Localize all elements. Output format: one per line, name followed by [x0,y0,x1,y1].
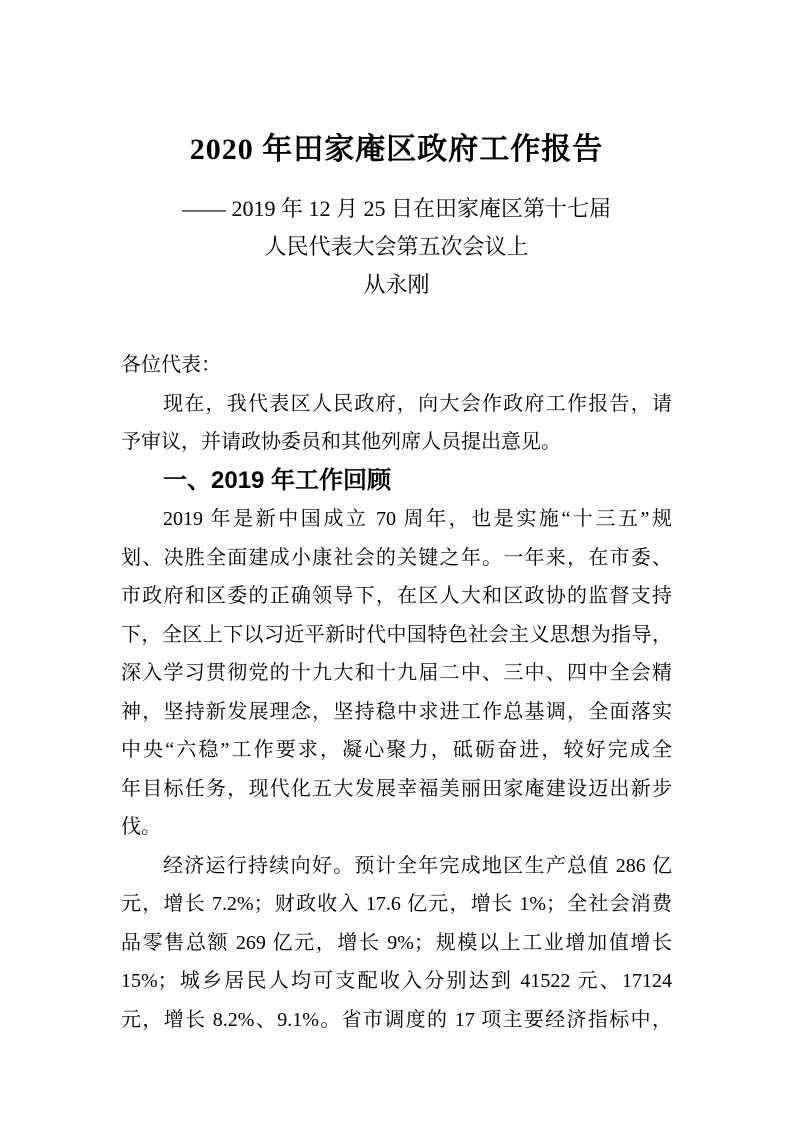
text-line: 神，坚持新发展理念，坚持稳中求进工作总基调，全面落实 [121,700,672,723]
text-line: 予审议，并请政协委员和其他列席人员提出意见。 [121,431,561,453]
text-line: 品零售总额 269 亿元，增长 9%；规模以上工业增加值增长 [121,931,672,954]
text-line: 各位代表： [121,354,221,376]
text-line: 下，全区上下以习近平新时代中国特色社会主义思想为指导， [121,623,672,646]
text-line: 15%；城乡居民人均可支配收入分别达到 41522 元、17124 [121,970,672,992]
subtitle-line-2: 人民代表大会第五次会议上 [264,234,529,259]
text-line: 中央“六稳”工作要求，凝心聚力，砥砺奋进，较好完成全 [121,739,672,761]
document-subtitle [121,190,672,304]
section-heading: 一、2019 年工作回顾 [163,466,392,494]
subtitle-line-1: —— 2019 年 12 月 25 日在田家庵区第十七届 [181,196,611,221]
text-line: 元，增长 8.2%、9.1%。省市调度的 17 项主要经济指标中， [121,1008,672,1031]
document-body [121,346,672,1039]
text-line: 元，增长 7.2%；财政收入 17.6 亿元，增长 1%；全社会消费 [121,893,672,915]
text-line: 划、决胜全面建成小康社会的关键之年。一年来，在市委、 [121,546,672,569]
document-title: 2020 年田家庵区政府工作报告 [189,133,604,166]
text-line: 市政府和区委的正确领导下，在区人大和区政协的监督支持 [121,585,672,607]
text-line: 2019 年是新中国成立 70 周年，也是实施“十三五”规 [163,508,672,530]
text-line: 年目标任务，现代化五大发展幸福美丽田家庵建设迈出新步 [121,777,672,800]
text-line: 现在，我代表区人民政府，向大会作政府工作报告，请 [163,392,672,415]
text-line: 深入学习贯彻党的十九大和十九届二中、三中、四中全会精 [121,662,672,684]
text-line: 伐。 [121,816,161,838]
author-name: 从永刚 [363,272,430,297]
text-line: 经济运行持续向好。预计全年完成地区生产总值 286 亿 [163,854,672,877]
